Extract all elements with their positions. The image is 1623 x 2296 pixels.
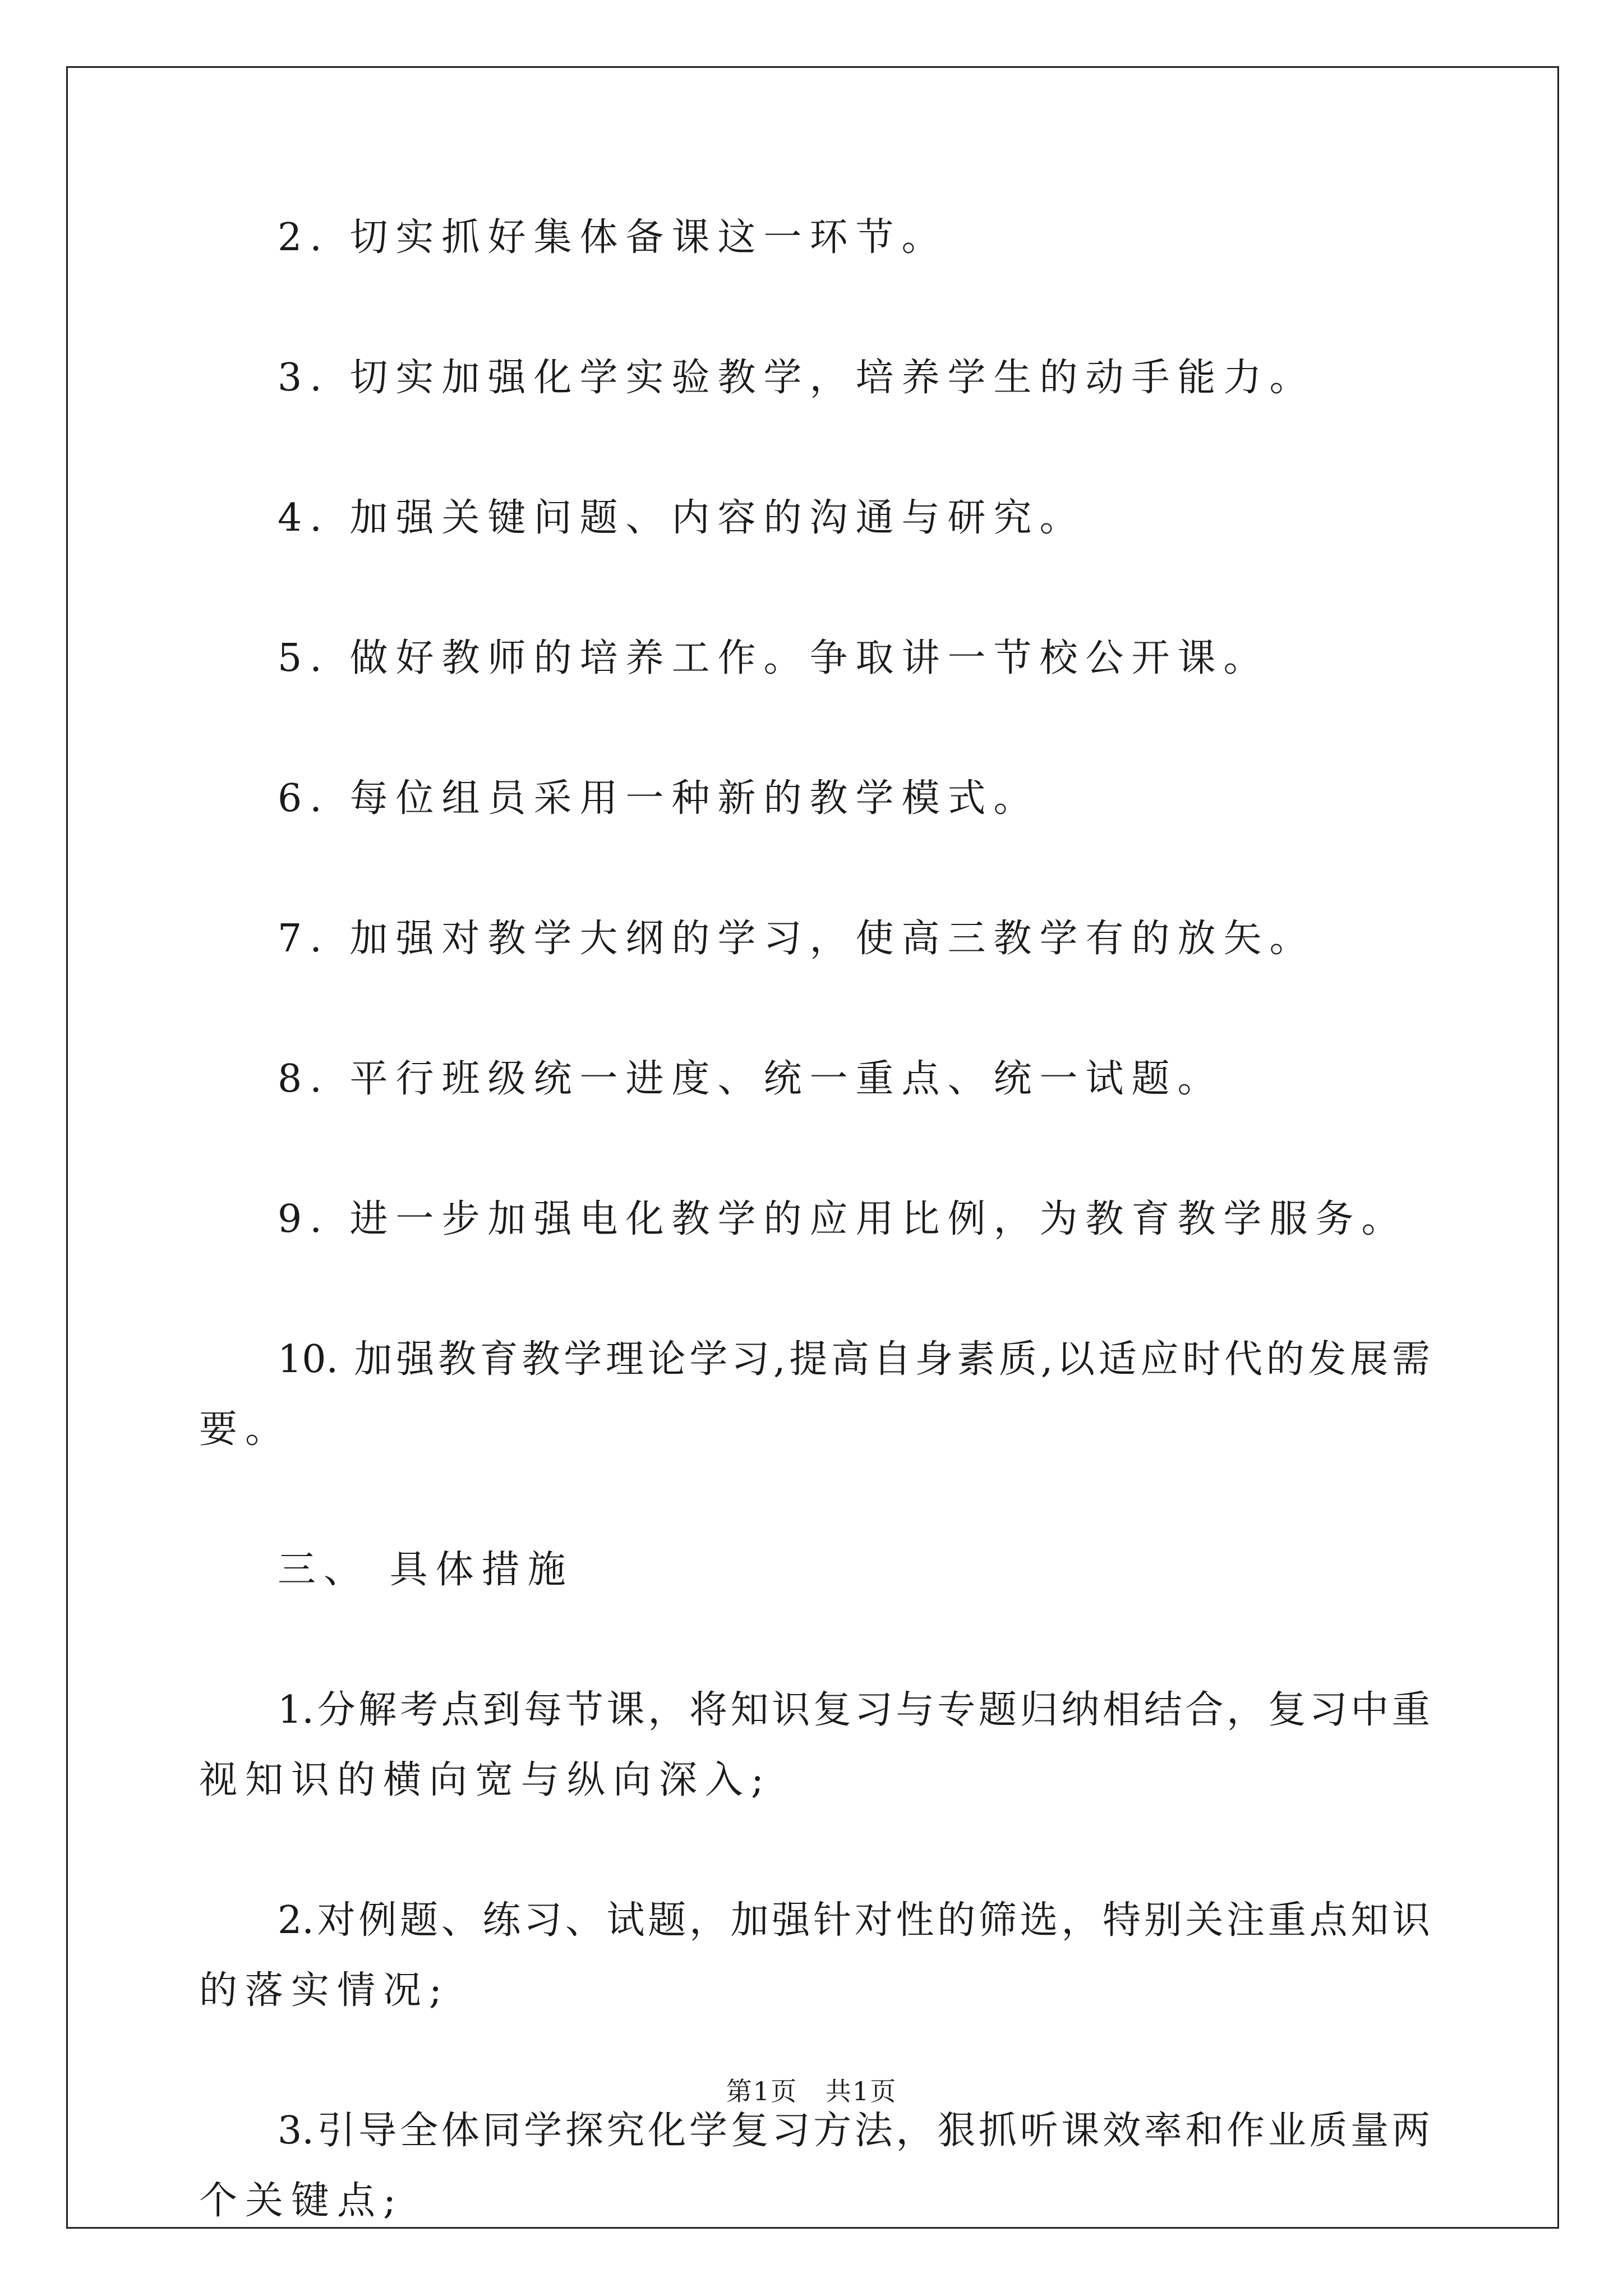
measure-1-line2: 视知识的横向宽与纵向深入; [199, 1758, 772, 1802]
list-item: 6. 每位组员采用一种新的教学模式。 [278, 776, 1040, 821]
list-item: 7. 加强对教学大纲的学习，使高三教学有的放矢。 [278, 917, 1316, 961]
measure-1-line1: 1.分解考点到每节课，将知识复习与专题归纳相结合，复习中重 [278, 1688, 1430, 1732]
list-item-10-line2: 要。 [199, 1407, 292, 1452]
measure-2-line2: 的落实情况; [199, 1968, 450, 2013]
list-item: 9. 进一步加强电化教学的应用比例，为教育教学服务。 [278, 1197, 1408, 1241]
measure-3-line1: 3.引导全体同学探究化学复习方法，狠抓听课效率和作业质量两 [278, 2109, 1430, 2153]
list-item-10-line1: 10. 加强教育教学理论学习,提高自身素质,以适应时代的发展需 [278, 1337, 1430, 1382]
list-item: 5. 做好教师的培养工作。争取讲一节校公开课。 [278, 636, 1270, 680]
list-item: 4. 加强关键问题、内容的沟通与研究。 [278, 496, 1086, 540]
page-footer: 第1页 共1页 [726, 2076, 897, 2106]
measure-2-line1: 2.对例题、练习、试题，加强针对性的筛选，特别关注重点知识 [278, 1898, 1430, 1943]
section-heading: 三、 具体措施 [278, 1548, 574, 1592]
measure-3-line2: 个关键点; [199, 2179, 404, 2223]
list-item: 2. 切实抓好集体备课这一环节。 [278, 215, 948, 260]
list-item: 3. 切实加强化学实验教学，培养学生的动手能力。 [278, 356, 1316, 400]
list-item: 8. 平行班级统一进度、统一重点、统一试题。 [278, 1057, 1224, 1101]
